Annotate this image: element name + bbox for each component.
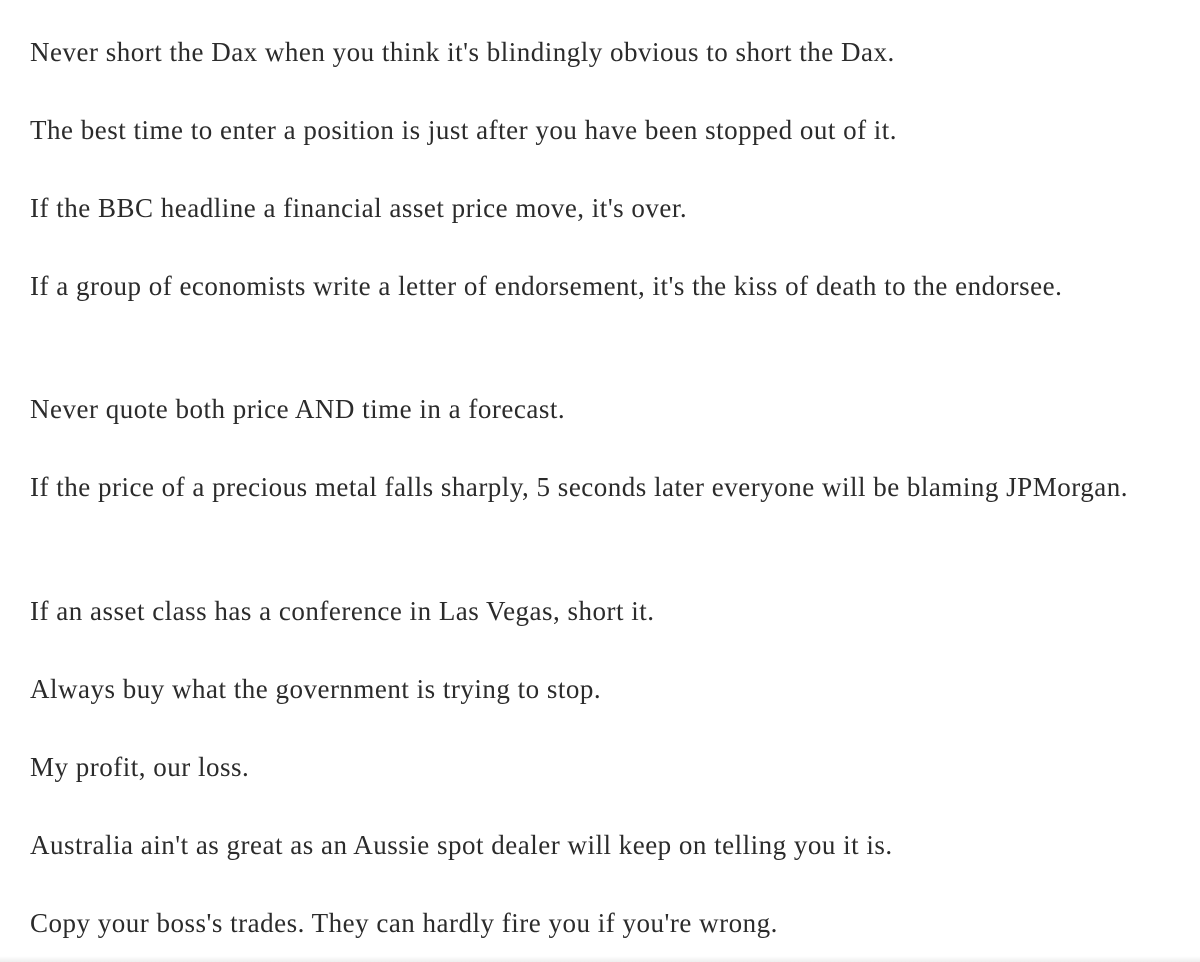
paragraph: My profit, our loss. [30, 752, 250, 782]
paragraph: If an asset class has a conference in Las Vegas, short it. [30, 596, 655, 626]
paragraph: If a group of economists write a letter of endorsement, it's the kiss of death to the endorsee. [30, 271, 1063, 301]
paragraph: If the price of a precious metal falls sharply, 5 seconds later everyone will be blaming JPMorgan. [30, 472, 1128, 502]
paragraph: Always buy what the government is trying to stop. [30, 674, 602, 704]
paragraph: Never short the Dax when you think it's blindingly obvious to short the Dax. [30, 37, 895, 67]
bottom-fade [0, 956, 1200, 962]
paragraph: The best time to enter a position is just after you have been stopped out of it. [30, 115, 898, 145]
paragraph: Never quote both price AND time in a forecast. [30, 394, 566, 424]
paragraph: Copy your boss's trades. They can hardly fire you if you're wrong. [30, 908, 778, 938]
paragraph: Australia ain't as great as an Aussie spot dealer will keep on telling you it is. [30, 830, 893, 860]
paragraph: If the BBC headline a financial asset price move, it's over. [30, 193, 688, 223]
